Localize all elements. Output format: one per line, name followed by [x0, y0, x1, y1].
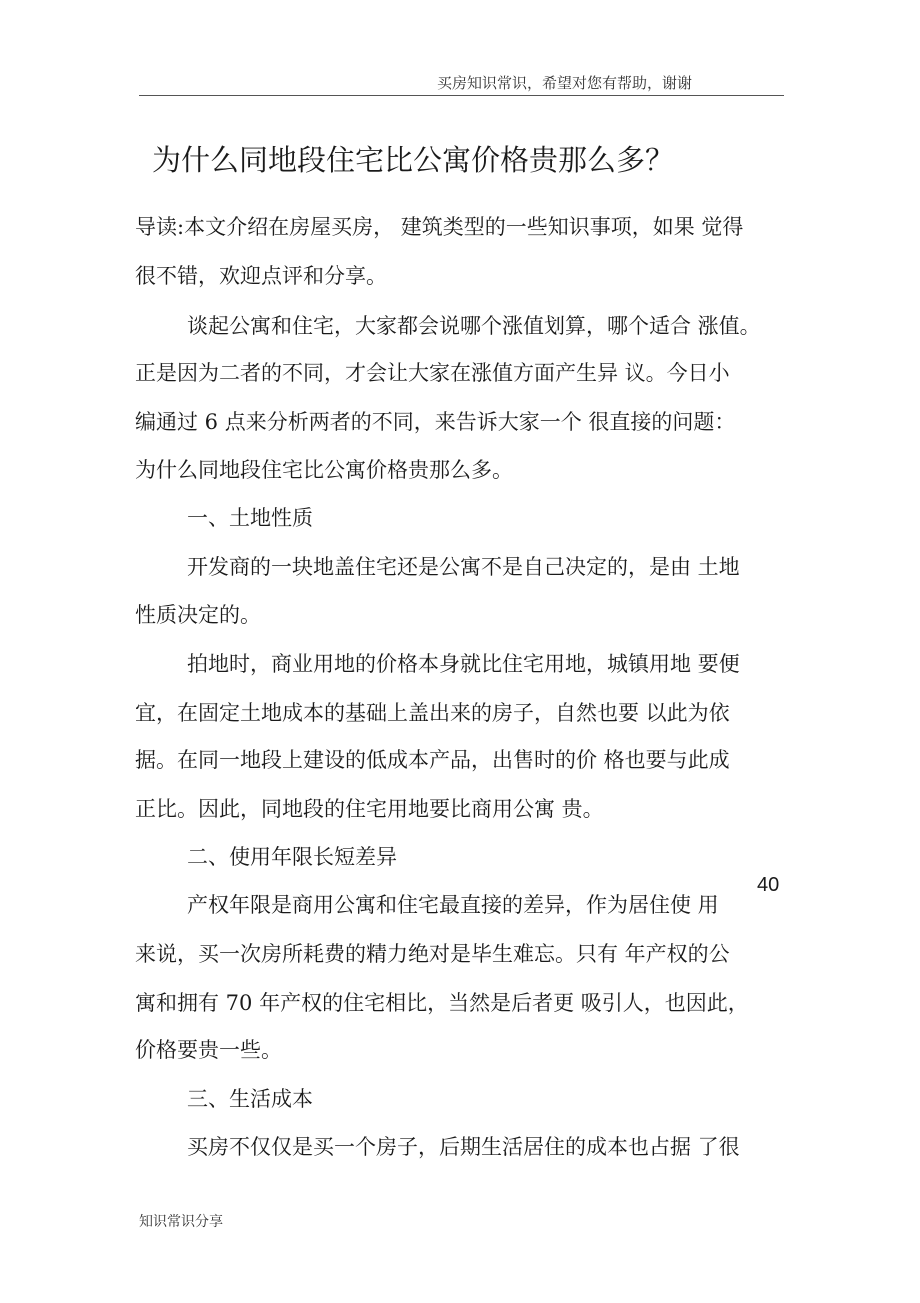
text-line: 导读:本文介绍在房屋买房， 建筑类型的一些知识事项，如果 觉得	[135, 215, 744, 239]
text-line: 买房不仅仅是买一个房子，后期生活居住的成本也占据 了很	[187, 1135, 740, 1159]
text-line: 开发商的一块地盖住宅还是公寓不是自己决定的，是由 土地	[187, 555, 740, 579]
header-divider	[139, 95, 784, 96]
text-line: 宜，在固定土地成本的基础上盖出来的房子，自然也要 以此为依	[135, 701, 730, 725]
section-heading: 二、使用年限长短差异	[187, 845, 397, 869]
text-line: 产权年限是商用公寓和住宅最直接的差异，作为居住使 用	[187, 893, 719, 917]
text-line: 价格要贵一些。	[135, 1038, 282, 1062]
text-line: 拍地时，商业用地的价格本身就比住宅用地，城镇用地 要便	[187, 652, 740, 676]
text-line: 正比。因此，同地段的住宅用地要比商用公寓 贵。	[135, 797, 604, 821]
text-line: 来说，买一次房所耗费的精力绝对是毕生难忘。只有 年产权的公	[135, 942, 730, 966]
text-line: 正是因为二者的不同，才会让大家在涨值方面产生异 议。今日小	[135, 361, 730, 385]
margin-number: 40	[757, 874, 780, 896]
page-footer: 知识常识分享	[139, 1214, 223, 1230]
section-heading: 一、土地性质	[187, 506, 313, 530]
text-line: 据。在同一地段上建设的低成本产品，出售时的价 格也要与此成	[135, 748, 730, 772]
text-line: 编通过 6 点来分析两者的不同，来告诉大家一个 很直接的问题：	[135, 410, 736, 434]
text-line: 性质决定的。	[135, 603, 261, 627]
header-text: 买房知识常识，希望对您有帮助，谢谢	[437, 74, 693, 92]
text-line: 谈起公寓和住宅，大家都会说哪个涨值划算，哪个适合 涨值。	[187, 314, 761, 338]
text-line: 为什么同地段住宅比公寓价格贵那么多。	[135, 458, 513, 482]
page-title: 为什么同地段住宅比公寓价格贵那么多？	[152, 143, 675, 177]
text-line: 寓和拥有 70 年产权的住宅相比，当然是后者更 吸引人，也因此，	[135, 991, 749, 1015]
section-heading: 三、生活成本	[187, 1087, 313, 1111]
text-line: 很不错，欢迎点评和分享。	[135, 264, 387, 288]
